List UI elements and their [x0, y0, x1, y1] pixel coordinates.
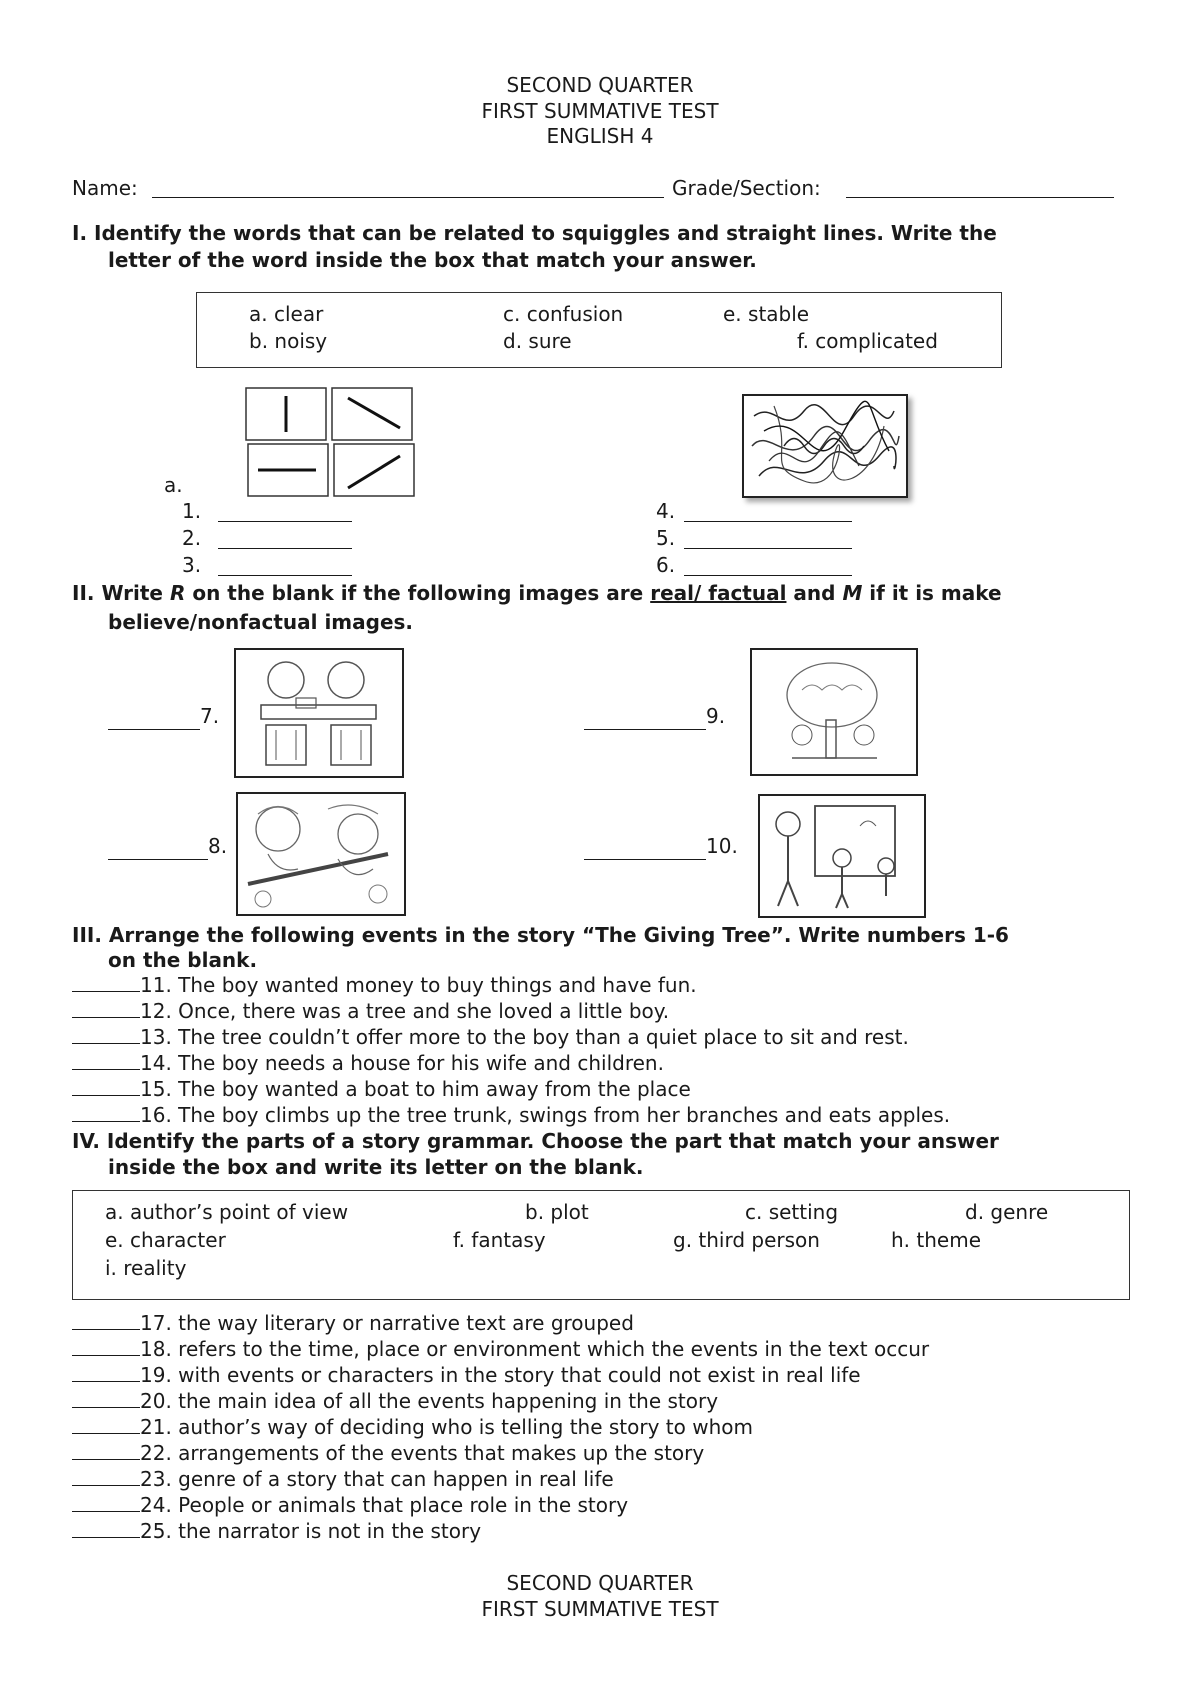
choice-e: e. character — [105, 1228, 226, 1252]
list-item — [72, 1440, 704, 1466]
item-3-number: 3. — [182, 553, 202, 577]
item-text: 24. People or animals that place role in the story — [140, 1493, 629, 1517]
answer-blank[interactable] — [72, 1311, 140, 1330]
answer-blank[interactable] — [72, 1363, 140, 1382]
list-item — [72, 1388, 718, 1414]
item-text: 21. author’s way of deciding who is telling the story to whom — [140, 1415, 753, 1439]
item-text: 22. arrangements of the events that makes up the story — [140, 1441, 705, 1465]
choice-c: c. setting — [745, 1200, 839, 1224]
answer-blank[interactable] — [72, 1493, 140, 1512]
item-1-number: 1. — [182, 499, 202, 523]
choice-a: a. author’s point of view — [105, 1200, 349, 1224]
answer-blank[interactable] — [72, 1467, 140, 1486]
choice-f: f. complicated — [797, 329, 938, 353]
section2-r-letter: R — [169, 581, 186, 605]
item-8-blank[interactable] — [108, 859, 208, 860]
tree-image — [750, 648, 918, 776]
list-item — [72, 1076, 691, 1102]
answer-blank[interactable] — [72, 1337, 140, 1356]
section3-instruction: III. Arrange the following events in the story “The Giving Tree”. Write numbers 1-6 — [72, 923, 1009, 947]
list-item — [72, 1492, 628, 1518]
item-3-blank[interactable] — [218, 575, 352, 576]
answer-blank[interactable] — [72, 1441, 140, 1460]
choice-e: e. stable — [723, 302, 810, 326]
section1-instruction: I. Identify the words that can be related to squiggles and straight lines. Write the — [72, 221, 997, 245]
item-2-blank[interactable] — [218, 548, 352, 549]
section3-instruction-cont: on the blank. — [108, 948, 258, 972]
item-8-number: 8. — [208, 834, 228, 858]
item-text: 18. refers to the time, place or environment which the events in the text occur — [140, 1337, 930, 1361]
list-item — [72, 1466, 614, 1492]
section1-choices-box — [196, 292, 1002, 368]
choice-h: h. theme — [891, 1228, 981, 1252]
item-10-number: 10. — [706, 834, 738, 858]
choice-i: i. reality — [105, 1256, 187, 1280]
item-2-number: 2. — [182, 526, 202, 550]
squiggles-image — [742, 394, 908, 498]
choice-d: d. sure — [503, 329, 572, 353]
grade-section-field[interactable] — [846, 197, 1114, 198]
answer-blank[interactable] — [72, 1077, 140, 1096]
kids-at-desks-image — [234, 648, 404, 778]
item-9-blank[interactable] — [584, 729, 706, 730]
item-text: 15. The boy wanted a boat to him away from the place — [140, 1077, 691, 1101]
grade-section-label: Grade/Section: — [672, 176, 821, 200]
section1-instruction-cont: letter of the word inside the box that match your answer. — [108, 248, 757, 272]
section2-real-factual: real/ factual — [650, 581, 787, 605]
answer-blank[interactable] — [72, 1519, 140, 1538]
answer-blank[interactable] — [72, 999, 140, 1018]
item-7-number: 7. — [200, 704, 220, 728]
item-5-blank[interactable] — [684, 548, 852, 549]
section2-instruction — [72, 580, 1002, 606]
section2-text: if it is make — [862, 581, 1002, 605]
fantasy-kids-image — [236, 792, 406, 916]
item-text: 11. The boy wanted money to buy things and have fun. — [140, 973, 697, 997]
item-7-blank[interactable] — [108, 729, 200, 730]
section4-instruction-cont: inside the box and write its letter on the blank. — [108, 1155, 644, 1179]
item-6-number: 6. — [656, 553, 676, 577]
section2-text: on the blank if the following images are — [185, 581, 651, 605]
item-text: 25. the narrator is not in the story — [140, 1519, 482, 1543]
answer-blank[interactable] — [72, 1025, 140, 1044]
item-text: 16. The boy climbs up the tree trunk, swings from her branches and eats apples. — [140, 1103, 951, 1127]
item-4-blank[interactable] — [684, 521, 852, 522]
list-item — [72, 1362, 861, 1388]
list-item — [72, 1518, 481, 1544]
name-label: Name: — [72, 176, 138, 200]
choice-a: a. clear — [249, 302, 324, 326]
answer-blank[interactable] — [72, 1415, 140, 1434]
answer-blank[interactable] — [72, 973, 140, 992]
section2-m-letter: M — [842, 581, 863, 605]
list-item — [72, 1310, 634, 1336]
list-item — [72, 1102, 950, 1128]
choice-b: b. plot — [525, 1200, 589, 1224]
item-10-blank[interactable] — [584, 859, 706, 860]
item-4-number: 4. — [656, 499, 676, 523]
item-text: 17. the way literary or narrative text are grouped — [140, 1311, 634, 1335]
choice-b: b. noisy — [249, 329, 328, 353]
section2-instruction-cont: believe/nonfactual images. — [108, 610, 414, 634]
item-text: 12. Once, there was a tree and she loved a little boy. — [140, 999, 670, 1023]
choice-f: f. fantasy — [453, 1228, 546, 1252]
item-text: 20. the main idea of all the events happening in the story — [140, 1389, 719, 1413]
list-item — [72, 1336, 929, 1362]
kids-at-board-image — [758, 794, 926, 918]
item-9-number: 9. — [706, 704, 726, 728]
item-text: 14. The boy needs a house for his wife and children. — [140, 1051, 664, 1075]
item-text: 23. genre of a story that can happen in real life — [140, 1467, 614, 1491]
straight-lines-image — [244, 386, 416, 498]
header-title-subject: ENGLISH 4 — [546, 124, 654, 148]
item-5-number: 5. — [656, 526, 676, 550]
section4-choices-box — [72, 1190, 1130, 1300]
name-field[interactable] — [152, 197, 664, 198]
header-title-quarter: SECOND QUARTER — [506, 73, 694, 97]
answer-blank[interactable] — [72, 1103, 140, 1122]
list-item — [72, 1414, 753, 1440]
list-item — [72, 1024, 909, 1050]
answer-blank[interactable] — [72, 1389, 140, 1408]
item-1-blank[interactable] — [218, 521, 352, 522]
footer-title-quarter: SECOND QUARTER — [506, 1571, 694, 1595]
item-text: 19. with events or characters in the story that could not exist in real life — [140, 1363, 861, 1387]
choice-d: d. genre — [965, 1200, 1049, 1224]
header-title-test: FIRST SUMMATIVE TEST — [481, 99, 719, 123]
section4-instruction: IV. Identify the parts of a story grammar. Choose the part that match your answer — [72, 1129, 999, 1153]
answer-blank[interactable] — [72, 1051, 140, 1070]
item-text: 13. The tree couldn’t offer more to the boy than a quiet place to sit and rest. — [140, 1025, 909, 1049]
footer-title-test: FIRST SUMMATIVE TEST — [481, 1597, 719, 1621]
section2-text: II. Write — [72, 581, 170, 605]
choice-c: c. confusion — [503, 302, 624, 326]
item-6-blank[interactable] — [684, 575, 852, 576]
list-item — [72, 1050, 664, 1076]
choice-g: g. third person — [673, 1228, 820, 1252]
list-item — [72, 972, 697, 998]
list-item — [72, 998, 669, 1024]
section2-text: and — [786, 581, 843, 605]
item-a-label: a. — [164, 473, 183, 497]
